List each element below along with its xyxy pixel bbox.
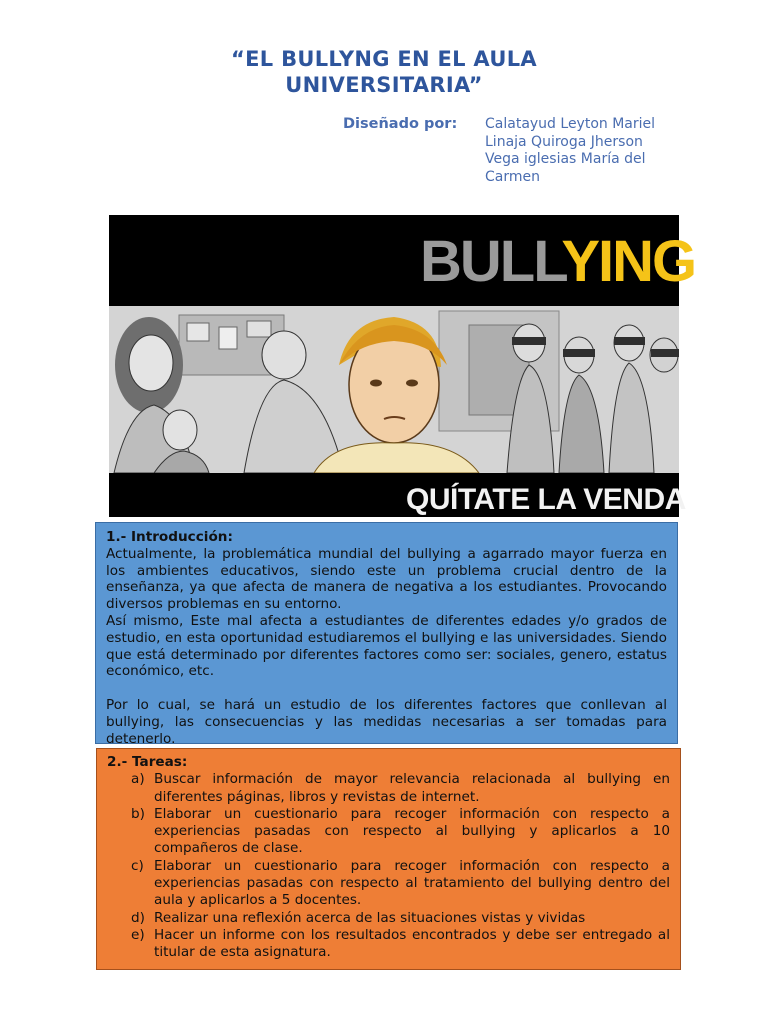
task-marker: d): [131, 909, 145, 926]
banner-tagline: QUÍTATE LA VENDA: [406, 483, 686, 516]
bullying-banner-image: [109, 215, 696, 517]
task-marker: b): [131, 805, 145, 822]
designer-name: Carmen: [485, 168, 540, 185]
banner-headline: [420, 229, 695, 294]
designed-by-label: Diseñado por:: [343, 116, 458, 132]
page-title: [150, 46, 618, 98]
task-list: [107, 771, 670, 961]
designer-name: Calatayud Leyton Mariel: [485, 116, 656, 132]
designer-list: [485, 116, 685, 186]
banner-illustration: [109, 215, 696, 517]
task-text: Buscar información de mayor relevancia relacionada al bullying en diferentes páginas, libros y revistas de internet.: [154, 771, 670, 805]
headline-prefix: BULL: [420, 229, 562, 294]
task-text: Elaborar un cuestionario para recoger información con respecto a experiencias pasadas con respecto al tratamiento del bullying dentro del aula y aplicarlos a 5 docentes.: [154, 857, 670, 909]
task-marker: c): [131, 857, 144, 874]
tasks-heading: 2.- Tareas:: [107, 754, 188, 770]
task-item: [107, 910, 670, 927]
task-item: [107, 771, 670, 806]
task-marker: e): [131, 926, 145, 943]
task-text: Realizar una reflexión acerca de las situaciones vistas y vividas: [154, 909, 586, 926]
task-item: [107, 806, 670, 858]
designer-name: Vega iglesias María del: [485, 151, 646, 167]
introduction-paragraph-2: Así mismo, Este mal afecta a estudiantes de diferentes edades y/o grados de estudio, en esta oportunidad estudiaremos el bullying e las universidades. Siendo que está determinado por diferentes factores como ser: sociales, genero, estatus económico, etc.: [106, 612, 667, 680]
tasks-section: [96, 748, 681, 970]
task-item: [107, 858, 670, 910]
introduction-paragraph-3: Por lo cual, se hará un estudio de los diferentes factores que conllevan al bullying, las consecuencias y las medidas necesarias a ser tomadas para detenerlo.: [106, 696, 667, 747]
introduction-heading: 1.- Introducción:: [106, 529, 233, 545]
title-line-1: “EL BULLYNG EN EL AULA: [231, 47, 537, 71]
introduction-section: [95, 522, 678, 747]
title-line-2: UNIVERSITARIA”: [285, 73, 483, 97]
introduction-paragraph-1: Actualmente, la problemática mundial del bullying a agarrado mayor fuerza en los ambientes educativos, siendo este un problema crucial dentro de la enseñanza, ya que afecta de manera de negativa a los estudiantes. Provocando diversos problemas en su entorno.: [106, 545, 667, 613]
task-marker: a): [131, 771, 145, 788]
task-text: Hacer un informe con los resultados encontrados y debe ser entregado al titular de esta asignatura.: [154, 926, 670, 961]
headline-suffix: YING: [561, 229, 696, 294]
designer-name: Linaja Quiroga Jherson: [485, 133, 643, 150]
task-item: [107, 927, 670, 962]
task-text: Elaborar un cuestionario para recoger información con respecto a experiencias pasadas con respecto al bullying y aplicarlos a 10 compañeros de clase.: [154, 805, 670, 857]
